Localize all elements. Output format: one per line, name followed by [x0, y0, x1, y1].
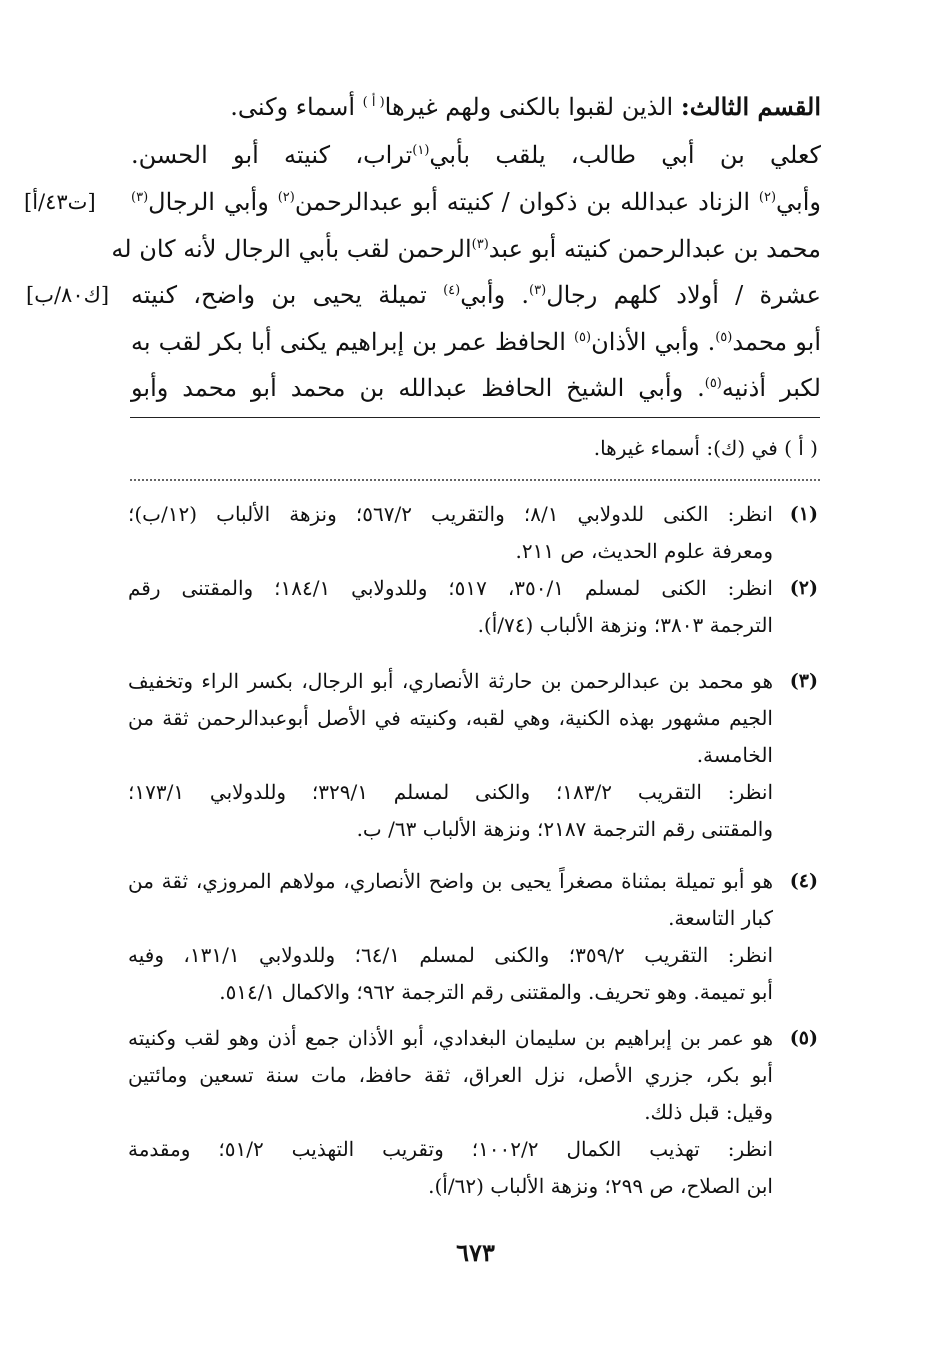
body-text: الزناد عبدالله بن ذكوان / كنيته أبو عبدالرحمن: [294, 188, 759, 216]
footnote-line: انظر: التقريب ١٨٣/٢؛ والكنى لمسلم ٣٢٩/١؛ وللدولابي ١٧٣/١؛: [128, 780, 774, 804]
footnote-line: أبو تميمة. وهو تحريف. والمقتنى رقم الترجمة ٩٦٢؛ والاكمال ٥١٤/١.: [219, 980, 773, 1004]
body-text: محمد بن عبدالرحمن كنيته أبو عبد: [488, 235, 821, 263]
footnote-number: (٤): [789, 870, 818, 892]
footnote-number: (٣): [789, 670, 818, 692]
footnote-ref: (٣): [131, 190, 149, 205]
footnote-line: والمقتنى رقم الترجمة ٢١٨٧؛ ونزهة الألباب ٦٣/ ب.: [356, 817, 773, 841]
section-heading: القسم الثالث:: [680, 92, 821, 121]
footnote-number: (٥): [789, 1027, 818, 1049]
footnote-line: الخامسة.: [696, 743, 773, 767]
page-number: ٦٧٣: [456, 1238, 495, 1267]
body-text: أسماء وكنى.: [230, 93, 363, 121]
body-line-4: [111, 234, 821, 264]
body-line-2: [131, 140, 821, 170]
body-text: الذين لقبوا بالكنى ولهم غيرها: [384, 93, 681, 121]
footnote-ref: (٣): [529, 283, 547, 298]
footnote-line: هو عمر بن إبراهيم بن سليمان البغدادي، أبو الأذان جمع أذن وهو لقب وكنيته: [128, 1026, 773, 1050]
body-text: وأبي: [776, 188, 821, 216]
footnote-number: (٢): [789, 577, 818, 599]
footnote-line: انظر: الكنى للدولابي ٨/١؛ والتقريب ٥٦٧/٢؛ ونزهة الألباب (١٢/ب)؛: [128, 502, 773, 526]
footnote-line: وقيل: قبل ذلك.: [644, 1100, 773, 1124]
footnote-ref: (٤): [443, 283, 461, 298]
body-text: عشرة / أولاد كلهم رجال: [546, 281, 822, 309]
body-text: . وأبي الأذان: [591, 328, 716, 356]
body-text: تراب، كنيته أبو الحسن.: [131, 141, 413, 169]
body-text: لكبر أذنيه: [721, 374, 821, 402]
footnote-ref: (٢): [758, 190, 777, 205]
body-text: وأبي الرجال: [148, 188, 278, 216]
body-line-1: [230, 92, 821, 122]
body-text: . وأبي: [460, 281, 530, 309]
footnote-separator: [130, 417, 820, 418]
footnote-line: الجيم مشهور بهذه الكنية، وهي لقبه، وكنيته في الأصل أبوعبدالرحمن ثقة من: [128, 706, 773, 730]
body-text: تميلة يحيى بن واضح، كنيته: [131, 281, 444, 309]
footnote-line: الترجمة ٣٨٠٣؛ ونزهة الألباب (٧٤/أ).: [477, 613, 773, 637]
body-text: أبو محمد: [732, 328, 822, 356]
footnote-ref: (١): [412, 143, 430, 158]
manuscript-folio-marker: [ت٤٣/أ]: [24, 190, 96, 214]
body-text: الرحمن لقب بأبي الرجال لأنه كان له: [111, 235, 472, 263]
footnote-ref: (٢): [277, 190, 295, 205]
footnote-line: انظر: الكنى لمسلم ٣٥٠/١، ٥١٧؛ وللدولابي ١٨٤/١؛ والمقتنى رقم: [128, 576, 773, 600]
footnote-line: كبار التاسعة.: [668, 906, 773, 930]
footnote-ref: ( أ ): [362, 95, 385, 110]
footnote-line: انظر: التقريب ٣٥٩/٢؛ والكنى لمسلم ٦٤/١؛ وللدولابي ١٣١/١، وفيه: [128, 943, 773, 967]
footnote-line: أبو بكر، جزري الأصل، نزل العراق، ثقة حافظ، مات سنة تسعين ومائتين: [128, 1063, 773, 1087]
body-line-5: [131, 280, 821, 310]
footnote-ref: (٣): [471, 237, 489, 252]
body-line-3: [131, 187, 821, 217]
footnote-ref: (٥): [704, 376, 722, 391]
body-text: . وأبي الشيخ الحافظ عبدالله بن محمد أبو محمد وأبو: [131, 374, 705, 402]
footnote-ref: (٥): [715, 330, 733, 345]
body-line-6: [131, 327, 821, 357]
footnote-line: ومعرفة علوم الحديث، ص ٢١١.: [515, 539, 773, 563]
manuscript-folio-marker: [ك٨٠/ب]: [26, 283, 110, 307]
dotted-divider: [130, 479, 820, 481]
footnote-line: هو أبو تميلة بمثناة مصغراً يحيى بن واضح الأنصاري، مولاهم المروزي، ثقة من: [128, 869, 773, 893]
variant-note: ( أ ) في (ك): أسماء غيرها.: [593, 436, 818, 460]
body-text: كعلي بن أبي طالب، يلقب بأبي: [429, 141, 821, 169]
footnote-ref: (٥): [573, 330, 592, 345]
body-text: الحافظ عمر بن إبراهيم يكنى أبا بكر لقب به: [131, 328, 574, 356]
footnote-line: انظر: تهذيب الكمال ١٠٠٢/٢؛ وتقريب التهذيب ٥١/٢؛ ومقدمة: [128, 1137, 774, 1161]
footnote-number: (١): [789, 503, 818, 525]
footnote-line: ابن الصلاح، ص ٢٩٩؛ ونزهة الألباب (٦٢/أ).: [428, 1174, 773, 1198]
footnote-line: هو محمد بن عبدالرحمن بن حارثة الأنصاري، أبو الرجال، بكسر الراء وتخفيف: [128, 669, 773, 693]
body-line-7: [131, 373, 821, 403]
